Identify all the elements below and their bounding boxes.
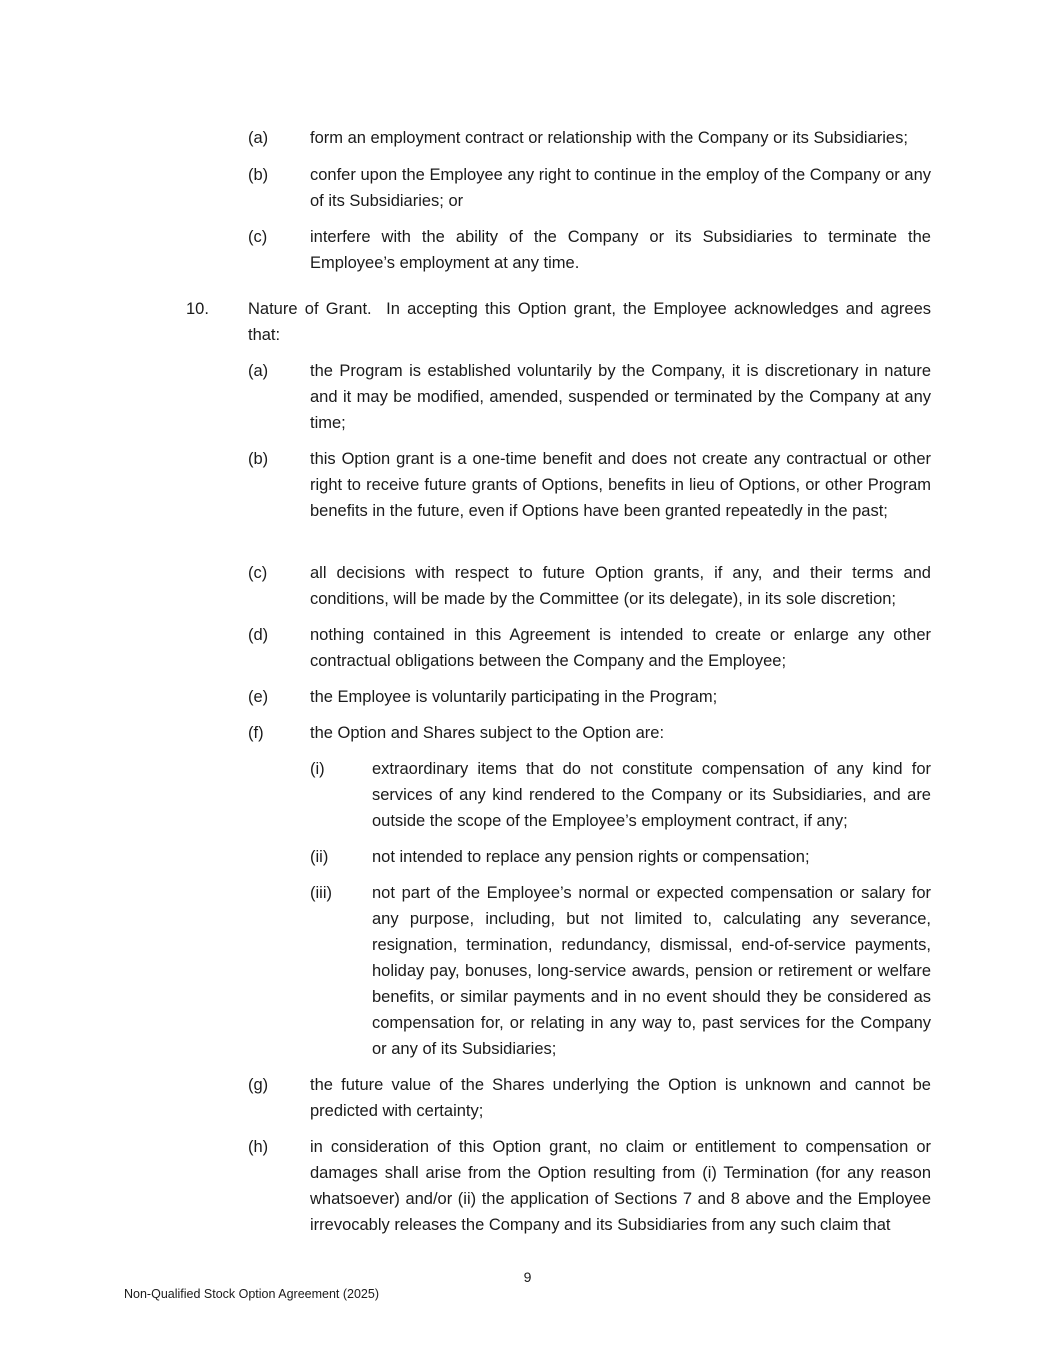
item-label: (d) [248,626,269,644]
section-10 [186,296,931,348]
list-item [248,1134,931,1238]
list-item [248,560,931,612]
section-intro: In accepting this Option grant, the Employee acknowledges and agrees that: [248,300,931,344]
item-text: the future value of the Shares underlying the Option is unknown and cannot be predicted with certainty; [310,1076,931,1120]
subitem-text: not part of the Employee’s normal or expected compensation or salary for any purpose, including, but not limited to, calculating any severance, resignation, termination, redundancy, dismissal, end-of-service payments, holiday pay, bonuses, long-service awards, pension or retirement or welfare benefits, or similar payments and in no event should they be considered as compensation for, or relating in any way to, past services for the Company or any of its Subsidiaries; [372,884,931,1058]
list-item [248,224,931,276]
item-text: in consideration of this Option grant, no claim or entitlement to compensation or damages shall arise from the Option resulting from (i) Termination (for any reason whatsoever) and/or (ii) the application of Sections 7 and 8 above and the Employee irrevocably releases the Company and its Subsidiaries from any such claim that [310,1138,931,1234]
item-text: the Program is established voluntarily by the Company, it is discretionary in nature and it may be modified, amended, suspended or terminated by the Company at any time; [310,362,931,432]
list-item [248,162,931,214]
item-label: (e) [248,688,269,706]
section-heading: Nature of Grant. [248,300,372,318]
list-item [248,358,931,436]
item-text: interfere with the ability of the Company or its Subsidiaries to terminate the Employee’s employment at any time. [310,228,931,272]
subitem-text: not intended to replace any pension rights or compensation; [372,848,810,866]
sub-list-item [310,756,931,834]
item-label: (h) [248,1138,269,1156]
item-text: nothing contained in this Agreement is intended to create or enlarge any other contractual obligations between the Company and the Employee; [310,626,931,670]
list-item [248,720,931,746]
list-item [248,446,931,524]
item-text: the Employee is voluntarily participating in the Program; [310,688,718,706]
sub-list-item [310,880,931,1062]
item-text: confer upon the Employee any right to continue in the employ of the Company or any of its Subsidiaries; or [310,166,931,210]
item-label: (a) [248,362,269,380]
list-item [248,684,931,710]
item-text: all decisions with respect to future Option grants, if any, and their terms and conditions, will be made by the Committee (or its delegate), in its sole discretion; [310,564,931,608]
item-label: (b) [248,450,269,468]
item-text: the Option and Shares subject to the Option are: [310,724,665,742]
sub-list-item [310,844,931,870]
item-label: (c) [248,564,268,582]
item-label: (f) [248,724,264,742]
section-intro-paragraph [248,296,931,348]
item-text: form an employment contract or relationship with the Company or its Subsidiaries; [310,129,908,147]
subitem-label: (i) [310,760,325,778]
item-label: (g) [248,1076,269,1094]
item-label: (c) [248,228,268,246]
document-footer: Non-Qualified Stock Option Agreement (2025) [124,1287,379,1301]
page-number: 9 [523,1269,532,1285]
item-label: (b) [248,166,269,184]
section-number: 10. [186,300,209,318]
subitem-label: (iii) [310,884,332,902]
item-label: (a) [248,129,269,147]
subitem-text: extraordinary items that do not constitute compensation of any kind for services of any kind rendered to the Company or its Subsidiaries, and are outside the scope of the Employee’s employment contract, if any; [372,760,931,830]
item-text: this Option grant is a one-time benefit and does not create any contractual or other right to receive future grants of Options, benefits in lieu of Options, or other Program benefits in the future, even if Options have been granted repeatedly in the past; [310,450,931,520]
list-item [248,1072,931,1124]
list-item [248,622,931,674]
subitem-label: (ii) [310,848,329,866]
list-item [248,125,931,151]
